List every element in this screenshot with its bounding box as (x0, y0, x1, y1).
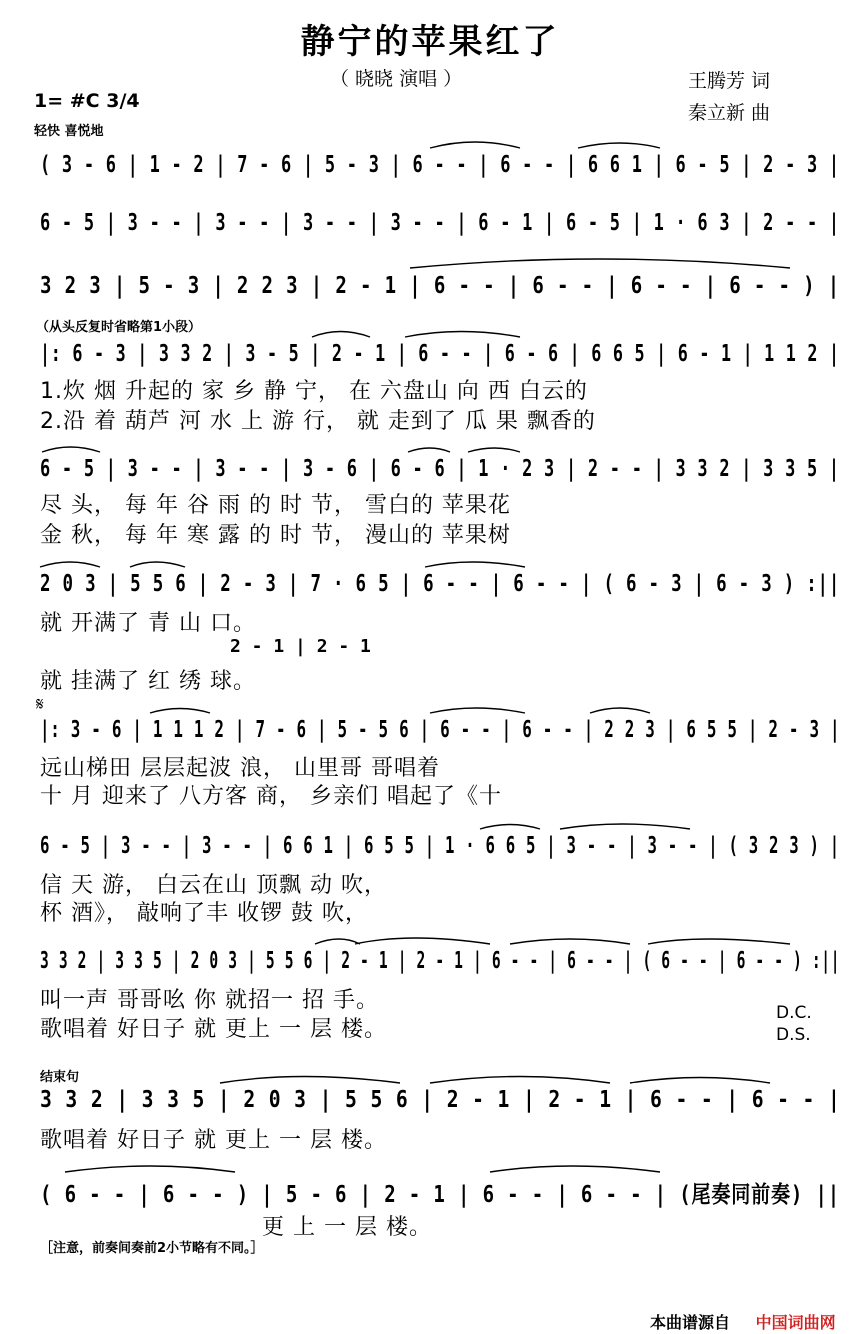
lyric-verse2-line4: 十 月 迎来了 八方客 商， 乡亲们 唱起了《十 (40, 784, 502, 809)
score-row-8: 6 - 5 | 3 - - | 3 - - | 6 6 1 | 6 5 5 | 1 · 6 6 5 | 3 - - | 3 - - | ( 3 2 3 ) | (40, 833, 840, 859)
slur (312, 332, 370, 338)
song-title: 静宁的苹果红了 (300, 22, 560, 62)
slur (630, 1078, 770, 1084)
slur (480, 825, 540, 830)
slur (425, 562, 525, 567)
score-row-7: |: 3 - 6 | 1 1 1 2 | 7 - 6 | 5 - 5 6 | 6 - - | 6 - - | 2 2 3 | 6 5 5 | 2 - 3 | (40, 717, 841, 743)
repeat-note: （从头反复时省略第1小段） (36, 320, 202, 335)
lyric-verse1-line5: 信 天 游， 白云在山 顶飘 动 吹， (40, 873, 387, 898)
slur (130, 562, 185, 567)
score-row-3: 3 2 3 | 5 - 3 | 2 2 3 | 2 - 1 | 6 - - | 6 - - | 6 - - | 6 - - ) | (40, 273, 841, 299)
lyric-verse1-line3: 就 开满了 青 山 口。 (40, 611, 256, 636)
lyric-verse2-line1: 2.沿 着 葫芦 河 水 上 游 行， 就 走到了 瓜 果 飘香的 (40, 409, 596, 434)
lyric-verse1-line6: 叫一声 哥哥吆 你 就招一 招 手。 (40, 988, 379, 1013)
performer-line: （ 晓晓 演唱 ） (330, 68, 463, 90)
slur (65, 1166, 235, 1172)
slur (510, 939, 630, 944)
lyric-verse2-line6: 歌唱着 好日子 就 更上 一 层 楼。 (40, 1017, 387, 1042)
lyric-verse1-line1: 1.炊 烟 升起的 家 乡 静 宁， 在 六盘山 向 西 白云的 (40, 379, 588, 404)
composer-credit: 秦立新 曲 (688, 102, 771, 124)
score-row-9: 3 3 2 | 3 3 5 | 2 0 3 | 5 5 6 | 2 - 1 | 2 - 1 | 6 - - | 6 - - | ( 6 - - | 6 - - ) :|| (40, 948, 841, 974)
slur (40, 562, 100, 567)
dc-marking: D.C. (776, 1003, 812, 1023)
slur (405, 332, 520, 338)
slur (150, 709, 210, 714)
score-row-6: 2 0 3 | 5 5 6 | 2 - 3 | 7 · 6 5 | 6 - - | 6 - - | ( 6 - 3 | 6 - 3 ) :|| (40, 571, 841, 597)
source-brand[interactable]: 中国词曲网 (755, 1313, 836, 1332)
tempo-marking: 轻快 喜悦地 (34, 124, 104, 139)
slur (578, 143, 660, 148)
slur (590, 708, 650, 713)
slur (430, 708, 525, 713)
slur (490, 1166, 660, 1172)
lyricist-credit: 王腾芳 词 (688, 70, 771, 92)
segno-sign: 𝄋 (36, 694, 44, 715)
slur (410, 259, 790, 268)
footnote: ［注意，前奏间奏前2小节略有不同。］ (40, 1241, 264, 1256)
score-row-10: 3 3 2 | 3 3 5 | 2 0 3 | 5 5 6 | 2 - 1 | 2 - 1 | 6 - - | 6 - - | (40, 1087, 841, 1113)
ds-marking: D.S. (776, 1025, 811, 1045)
lyric-verse1-line4: 远山梯田 层层起波 浪， 山里哥 哥唱着 (40, 756, 440, 781)
lyric-verse2-line2: 金 秋， 每 年 寒 露 的 时 节， 漫山的 苹果树 (40, 523, 511, 548)
source-label: 本曲谱源自 (650, 1313, 731, 1332)
ending-label: 结束句 (40, 1070, 80, 1085)
slur (355, 938, 490, 944)
score-row-5: 6 - 5 | 3 - - | 3 - - | 3 - 6 | 6 - 6 | 1 · 2 3 | 2 - - | 3 3 2 | 3 3 5 | (40, 456, 840, 482)
lyric-verse1-line2: 尽 头， 每 年 谷 雨 的 时 节， 雪白的 苹果花 (40, 493, 511, 518)
slur (430, 142, 520, 148)
slur (560, 824, 690, 829)
slur (315, 939, 360, 944)
slur (220, 1077, 400, 1084)
slur (648, 939, 790, 944)
lyric-ending-line1: 歌唱着 好日子 就 更上 一 层 楼。 (40, 1128, 387, 1153)
lyric-verse2-line3: 就 挂满了 红 绣 球。 (40, 669, 256, 694)
slur (430, 1077, 610, 1084)
key-signature: 1= #C 3/4 (34, 90, 140, 112)
score-row-4: |: 6 - 3 | 3 3 2 | 3 - 5 | 2 - 1 | 6 - - | 6 - 6 | 6 6 5 | 6 - 1 | 1 1 2 | (40, 341, 840, 367)
alt-ending-notes: 2 - 1 | 2 - 1 (230, 636, 371, 657)
lyric-verse2-line5: 杯 酒》， 敲响了丰 收锣 鼓 吹， (40, 901, 368, 926)
slur (42, 447, 100, 452)
score-row-1: ( 3 - 6 | 1 - 2 | 7 - 6 | 5 - 3 | 6 - - | 6 - - | 6 6 1 | 6 - 5 | 2 - 3 | (40, 152, 840, 178)
score-row-2: 6 - 5 | 3 - - | 3 - - | 3 - - | 3 - - | 6 - 1 | 6 - 5 | 1 · 6 3 | 2 - - | (40, 210, 840, 236)
slur (408, 448, 450, 452)
score-row-11: ( 6 - - | 6 - - ) | 5 - 6 | 2 - 1 | 6 - - | 6 - - | (尾奏同前奏) || (40, 1182, 841, 1208)
lyric-ending-line2: 更 上 一 层 楼。 (262, 1215, 432, 1240)
slur (468, 448, 520, 452)
